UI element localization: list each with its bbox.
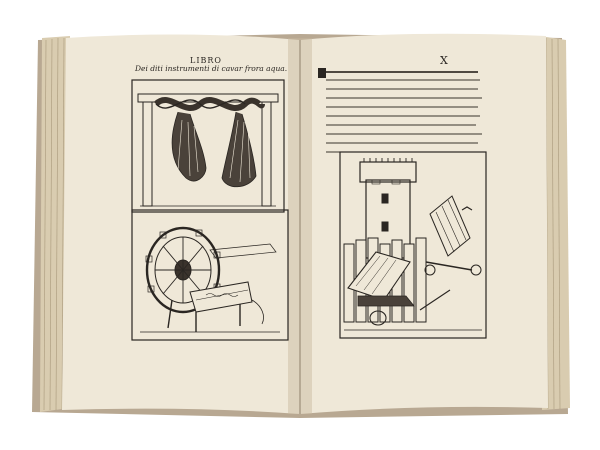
left-page [62,34,300,414]
illustration-caption: Dei diti instrumenti di cavar frora aqua. [135,64,288,73]
initial-letter [318,68,326,78]
folio-number: X [440,54,448,67]
right-page [300,34,548,414]
running-head: LIBRO [190,56,222,65]
